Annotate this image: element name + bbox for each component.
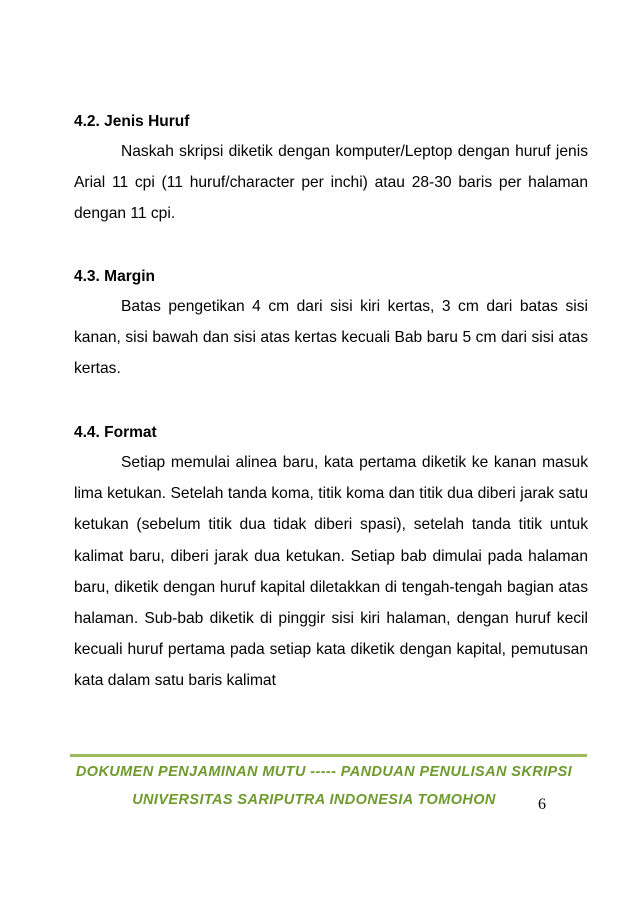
footer-document-title: DOKUMEN PENJAMINAN MUTU ----- PANDUAN PENULISAN SKRIPSI (75, 764, 573, 780)
section-body-margin: Batas pengetikan 4 cm dari sisi kiri kertas, 3 cm dari batas sisi kanan, sisi bawah dan sisi atas kertas kecuali Bab baru 5 cm dari sisi atas kertas. (74, 298, 588, 378)
section-heading-format: 4.4. Format (74, 424, 157, 441)
section-heading-margin: 4.3. Margin (74, 268, 155, 285)
section-heading-jenis-huruf: 4.2. Jenis Huruf (74, 113, 190, 130)
page-number: 6 (538, 796, 546, 813)
section-body-format: Setiap memulai alinea baru, kata pertama diketik ke kanan masuk lima ketukan. Setelah tanda koma, titik koma dan titik dua diberi jarak satu ketukan (sebelum titik dua tidak diberi spasi), setelah tanda titik untuk kalimat baru, diberi jarak dua ketukan. Setiap bab dimulai pada halaman baru, diketik dengan huruf kapital diletakkan di tengah-tengah bagian atas halaman. Sub-bab diketik di pinggir sisi kiri halaman, dengan huruf kecil kecuali huruf pertama pada setiap kata diketik dengan kapital, pemutusan kata dalam satu baris kalimat (74, 454, 588, 690)
footer-divider (70, 754, 587, 757)
footer-university-name: UNIVERSITAS SARIPUTRA INDONESIA TOMOHON (132, 792, 496, 808)
section-body-jenis-huruf: Naskah skripsi diketik dengan komputer/Leptop dengan huruf jenis Arial 11 cpi (11 huruf/character per inchi) atau 28-30 baris per halaman dengan 11 cpi. (74, 143, 588, 223)
